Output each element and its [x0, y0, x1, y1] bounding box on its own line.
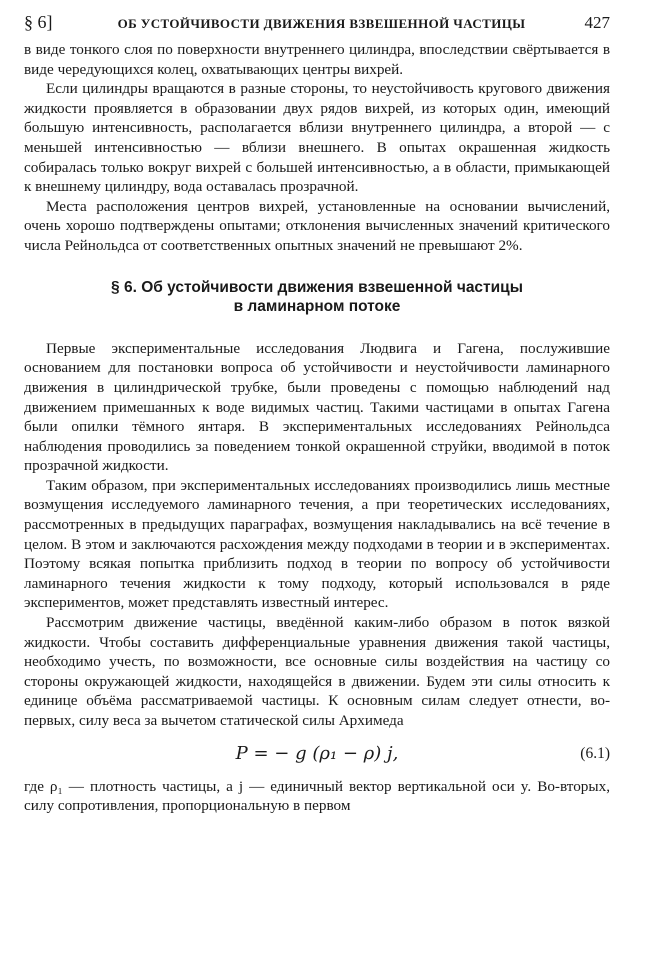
- paragraph: в виде тонкого слоя по поверхности внутреннего цилиндра, впоследствии свёртывается в виде чередующихся колец, охватывающих центры вихрей.: [24, 41, 610, 78]
- paragraph: Если цилиндры вращаются в разные стороны, то неустойчивость кругового движения жидкости проявляется в образовании двух рядов вихрей, из которых один, имеющий большую интенсивность, располагается вблизи внутреннего цилиндра, а второй — с меньшей интенсивностью — вблизи внешнего. В опытах окрашенная жидкость собиралась только вокруг вихрей с большей интенсивностью, а в области, примыкающей к внешнему цилиндру, вода оставалась прозрачной.: [24, 80, 610, 196]
- paragraph: где ρ₁ — плотность частицы, а j — единичный вектор вертикальной оси y. Во-вторых, силу сопротивления, пропорциональную в первом: [24, 777, 610, 815]
- book-page: [24, 12, 610, 816]
- paragraph: Таким образом, при экспериментальных исследованиях производились лишь местные возмущения исследуемого ламинарного течения, а при теоретических исследованиях, рассмотренных в предыдущих параграфах, возмущения накладывались на всё течение в целом. В этом и заключаются расхождения между подходами в теории и в экспериментах. Поэтому всякая попытка приблизить подход в теории по вопросу об устойчивости ламинарного течения жидкости к тому подходу, который использовался в ряде экспериментов, может представлять известный интерес.: [24, 476, 610, 612]
- page-number: 427: [584, 13, 610, 32]
- formula-6-1: [24, 731, 610, 777]
- paragraph: Места расположения центров вихрей, установленные на основании вычислений, очень хорошо подтверждены опытами; отклонения вычисленных значений критического числа Рейнольдса от соответственных опытных значений не превышают 2%.: [24, 197, 610, 254]
- section-heading-line-1: § 6. Об устойчивости движения взвешенной частицы: [111, 278, 523, 296]
- paragraph: Первые экспериментальные исследования Людвига и Гагена, послужившие основанием для постановки вопроса об устойчивости и неустойчивости ламинарного движения в цилиндрической трубке, были проведены с помощью наблюдений над движением примешанных к воде видимых частиц. Такими частицами в опытах Гагена были опилки тёмного янтаря. В экспериментальных исследованиях Рейнольдса наблюдения проводились за поведением тонкой окрашенной струйки, вводимой в поток прозрачной жидкости.: [24, 339, 610, 475]
- formula-expression: P = − g (ρ₁ − ρ) j,: [235, 743, 399, 765]
- page-header: [24, 12, 610, 40]
- paragraph: Рассмотрим движение частицы, введённой каким-либо образом в поток вязкой жидкости. Чтобы составить дифференциальные уравнения движения такой частицы, необходимо учесть, по возможности, все основные силы воздействия на частицу со стороны окружающей жидкости, находящейся в движении. Будем эти силы относить к единице объёма рассматриваемой частицы. К основным силам следует отнести, во-первых, силу веса за вычетом статической силы Архимеда: [24, 614, 610, 729]
- section-heading-line-2: в ламинарном потоке: [233, 298, 401, 316]
- header-section-ref: § 6]: [24, 12, 53, 32]
- section-heading: [24, 278, 610, 317]
- running-title: ОБ УСТОЙЧИВОСТИ ДВИЖЕНИЯ ВЗВЕШЕННОЙ ЧАСТИЦЫ: [117, 16, 526, 31]
- formula-number: (6.1): [580, 744, 610, 762]
